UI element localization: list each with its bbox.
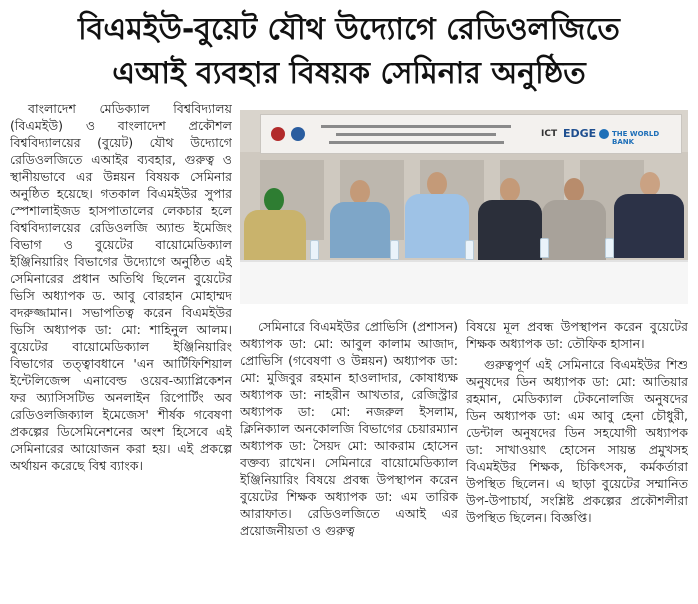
panelist-head: [640, 172, 660, 196]
column-3-paragraph-2: গুরুত্বপূর্ণ এই সেমিনারে বিএমইউর শিশু অনুষদের ডিন অধ্যাপক ডা: মো: আতিয়ার রহমান, মেডিক্যাল টেকনোলজি অনুষদের ডিন অধ্যাপক ডা: এম আবু হেনা চৌধুরী, ডেন্টাল অনুষদের ডিন সহযোগী অধ্যাপক ডা: সাখাওয়াৎ হোসেন সায়ন্ত প্রমুখসহ বিএমইউর শিক্ষক, চিকিৎসক, কর্মকর্তারা উপস্থিত ছিলেন। এ ছাড়া বুয়েটের সম্মানিত উপ-উপাচার্য, সংশ্লিষ্ট প্রকল্পের প্রকৌশলীরা উপস্থিত ছিলেন। বিজ্ঞপ্তি।: [466, 357, 688, 525]
headline-line-1: বিএমইউ-বুয়েট যৌথ উদ্যোগে রেডিওলজিতে: [78, 12, 620, 47]
panelist-torso: [405, 194, 469, 258]
panelist-torso: [542, 200, 606, 260]
panel-table: [240, 260, 688, 304]
water-bottle: [390, 240, 399, 260]
panelist-head: [500, 178, 520, 202]
seminar-photo: [240, 110, 688, 304]
banner-brand-worldbank: THE WORLD BANK: [612, 130, 660, 146]
event-banner: [260, 114, 682, 154]
world-bank-logo-icon: [599, 129, 609, 139]
panelist-head: [350, 180, 370, 204]
column-3-paragraph-1: বিষয়ে মূল প্রবন্ধ উপস্থাপন করেন বুয়েটের শিক্ষক অধ্যাপক ডা: তৌফিক হাসান।: [466, 319, 688, 351]
banner-brand-ict: ICT: [541, 129, 558, 139]
article-headline: [10, 8, 688, 96]
water-bottle: [465, 240, 474, 260]
panelist-torso: [244, 210, 306, 262]
buet-logo-icon: [291, 127, 305, 141]
article-column-1: [10, 100, 232, 595]
water-bottle: [540, 238, 549, 258]
panelist-head: [264, 188, 284, 212]
bmu-logo-icon: [271, 127, 285, 141]
column-2-paragraph-1: সেমিনারে বিএমইউর প্রোভিসি (প্রশাসন) অধ্যাপক ডা: মো: আবুল কালাম আজাদ, প্রোভিসি (গবেষণা ও উন্নয়ন) অধ্যাপক ডা: মো: মুজিবুর রহমান হাওলাদার, কোষাধ্যক্ষ অধ্যাপক ডা: নাহরীন আখতার, রেজিস্ট্রার অধ্যাপক ডা: মো: নজরুল ইসলাম, ক্লিনিক্যাল অনকোলজি বিভাগের চেয়ারম্যান অধ্যাপক ডা: সৈয়দ মো: আকরাম হোসেন বক্তব্য রাখেন। সেমিনারে বায়োমেডিক্যাল ইঞ্জিনিয়ারিং বিষয়ে প্রবন্ধ উপস্থাপন করেন বুয়েটের শিক্ষক অধ্যাপক ডা: এম তারিক আরাফাত। রেডিওলজিতে এআই এর প্রয়োজনীয়তা ও গুরুত্ব: [240, 319, 458, 538]
panelist-head: [564, 178, 584, 202]
panelist-torso: [330, 202, 390, 258]
banner-text-line: [321, 125, 511, 128]
banner-text-line: [329, 141, 504, 144]
panelist-torso: [614, 194, 684, 258]
panelist-torso: [478, 200, 542, 260]
banner-text-line: [336, 133, 496, 136]
water-bottle: [310, 240, 319, 260]
column-1-paragraph-1: বাংলাদেশ মেডিক্যাল বিশ্ববিদ্যালয় (বিএমইউ) ও বাংলাদেশ প্রকৌশল বিশ্ববিদ্যালয়ের (বুয়েট) যৌথ উদ্যোগে রেডিওলজিতে এআইর ব্যবহার, গুরুত্ব ও স্থানীয়ভাবে এর উন্নয়ন বিষয়ক সেমিনার অনুষ্ঠিত হয়েছে। গতকাল বিএমইউর সুপার স্পেশালাইজড হাসপাতালের লেকচার হলে বিশ্ববিদ্যালয়ের রেডিওলজি অ্যান্ড ইমেজিং বিভাগ ও বুয়েটের বায়োমেডিক্যাল ইঞ্জিনিয়ারিং বিভাগের উদ্যোগে অনুষ্ঠিত এই সেমিনারের প্রধান অতিথি ছিলেন বুয়েটের ভিসি অধ্যাপক ড. আবু বোরহান মোহাম্মদ বদরুজ্জামান। সভাপতিত্ব করেন বিএমইউর ভিসি অধ্যাপক ডা: মো: শাহিনুল আলম। বুয়েটের বায়োমেডিক্যাল ইঞ্জিনিয়ারিং বিভাগের তত্ত্বাবধানে 'এন আর্টিফিশিয়াল ইন্টেলিজেন্স এনাবেল্ড ওয়েব-অ্যাপ্লিকেশন ফর অ্যাসিসটিভ অনলাইন রিপোর্টিং অব রেডিওলজিক্যাল ইমেজেস' শীর্ষক গবেষণা প্রকল্পের ডিসেমিনেশনের অংশ হিসেবে এই সেমিনারের আয়োজন করা হয়। এই প্রকল্পে অর্থায়ন করেছে বিশ্ব ব্যাংক।: [10, 101, 232, 473]
article-column-3: [466, 318, 688, 598]
water-bottle: [605, 238, 614, 258]
article-column-2: [240, 318, 458, 598]
banner-brand-edge: EDGE: [563, 127, 597, 140]
headline-line-2: এআই ব্যবহার বিষয়ক সেমিনার অনুষ্ঠিত: [112, 56, 586, 91]
panelist-head: [427, 172, 447, 196]
